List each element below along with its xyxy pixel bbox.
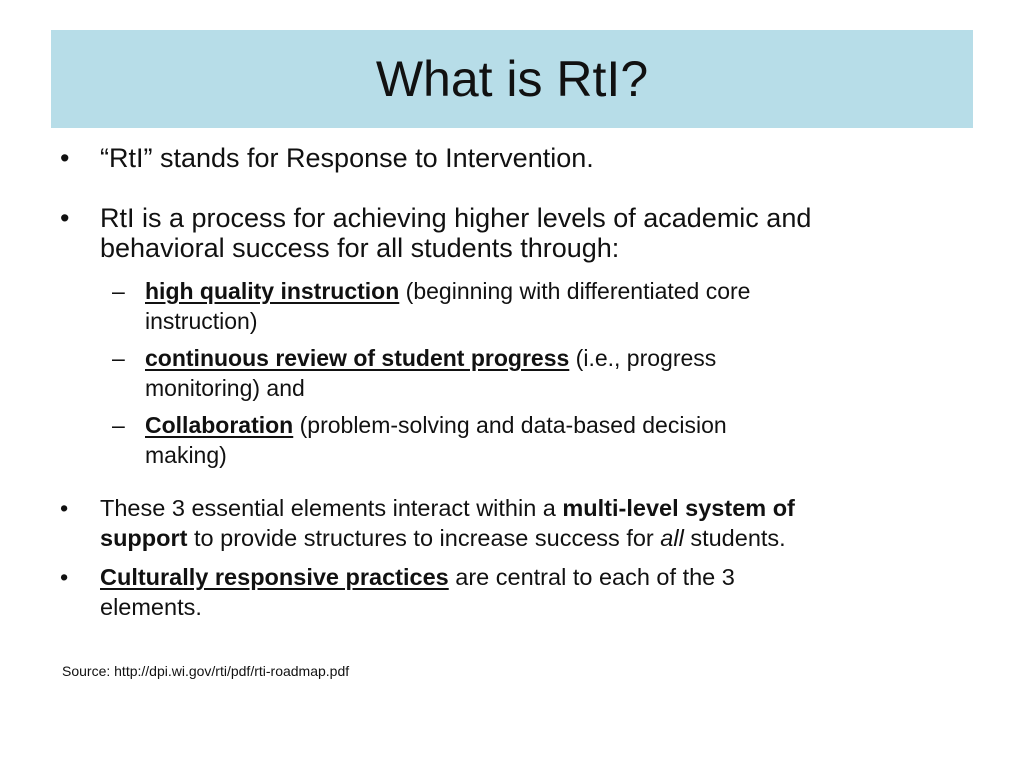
sub-bullet-text-line1: (i.e., progress: [569, 345, 717, 371]
sub-bullet-1: [60, 276, 960, 336]
bullet-text-line2: elements.: [100, 594, 202, 620]
list-item: [60, 343, 960, 403]
bullet-3: [60, 493, 960, 553]
bullet-text-part3: students.: [683, 525, 786, 551]
bullet-text-italic: all: [660, 525, 684, 551]
bullet-text-line1: are central to each of the 3: [448, 564, 735, 590]
list-item: [60, 562, 960, 622]
list-item: [60, 143, 960, 173]
bullet-text-part2: to provide structures to increase success for: [187, 525, 661, 551]
sub-bullet-text-line2: monitoring) and: [145, 375, 305, 401]
bullet-text-bold2: support: [100, 525, 188, 551]
dash-marker: –: [112, 278, 125, 304]
sub-bullet-text-line2: making): [145, 442, 227, 468]
list-item: [60, 203, 960, 263]
sub-bullet-text-line2: instruction): [145, 308, 258, 334]
bullet-4: [60, 562, 960, 622]
sub-bullet-2: [60, 343, 960, 403]
bullet-text-bold1: multi-level system of: [562, 495, 795, 521]
bullet-1: [60, 143, 960, 173]
sub-bullet-keyword: Collaboration: [145, 412, 294, 438]
bullet-text-part1: These 3 essential elements interact within a: [100, 495, 563, 521]
dash-marker: –: [112, 412, 125, 438]
sub-bullet-keyword: continuous review of student progress: [145, 345, 570, 371]
list-item: [60, 493, 960, 553]
dash-marker: –: [112, 345, 125, 371]
list-item: [60, 410, 960, 470]
bullet-text-line2: behavioral success for all students through:: [100, 233, 620, 263]
sub-bullet-keyword: high quality instruction: [145, 278, 400, 304]
bullet-keyword: Culturally responsive practices: [100, 564, 449, 590]
bullet-marker: •: [60, 495, 69, 521]
bullet-text-line1: RtI is a process for achieving higher levels of academic and: [100, 203, 812, 233]
list-item: [60, 276, 960, 336]
source-citation: Source: http://dpi.wi.gov/rti/pdf/rti-roadmap.pdf: [62, 663, 350, 679]
bullet-2: [60, 203, 960, 263]
bullet-text: “RtI” stands for Response to Intervention.: [100, 143, 594, 173]
bullet-marker: •: [60, 564, 69, 590]
sub-bullet-3: [60, 410, 960, 470]
bullet-marker: •: [60, 143, 70, 173]
title-bar: [51, 30, 973, 128]
sub-bullet-text-line1: (problem-solving and data-based decision: [293, 412, 727, 438]
slide-title: What is RtI?: [375, 51, 649, 107]
sub-bullet-text-line1: (beginning with differentiated core: [399, 278, 751, 304]
bullet-marker: •: [60, 203, 70, 233]
